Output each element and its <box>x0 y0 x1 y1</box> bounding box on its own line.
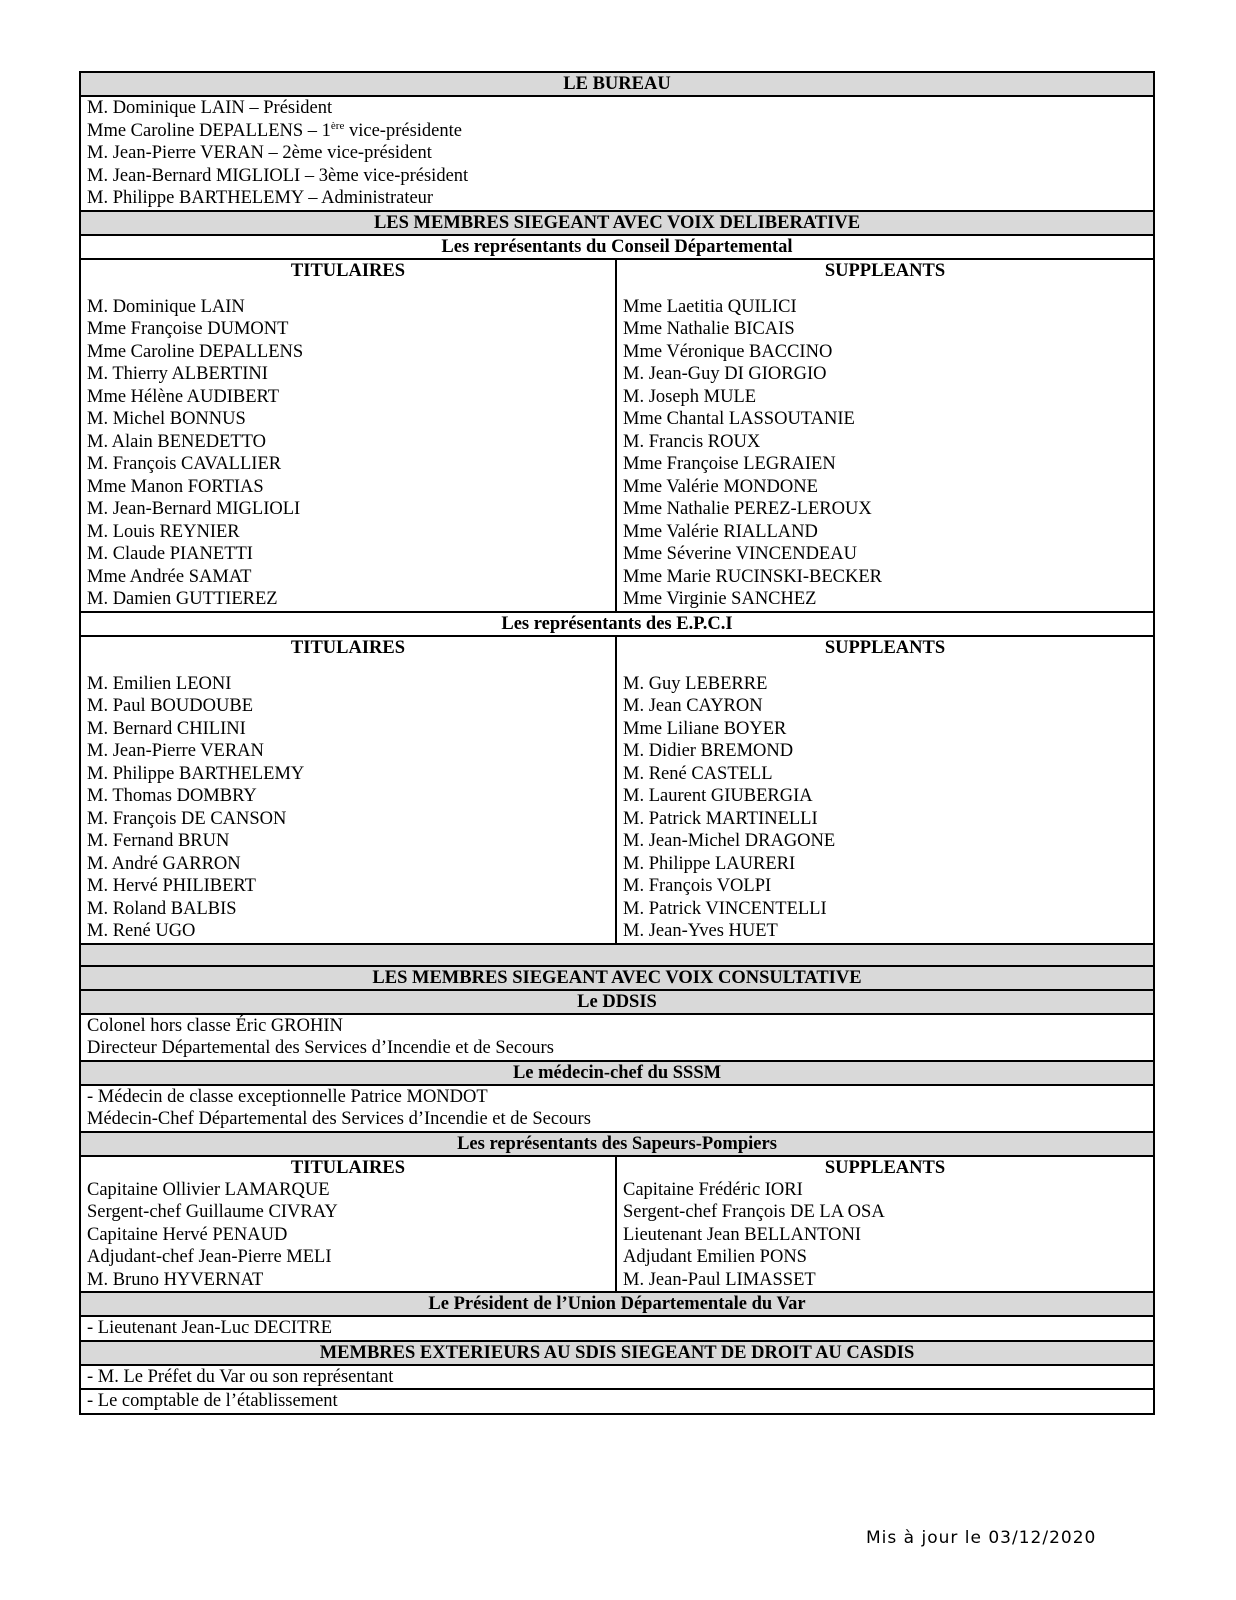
member-name: M. Hervé PHILIBERT <box>87 876 256 896</box>
bureau-president: M. Dominique LAIN – Président <box>87 98 333 118</box>
vp1-name: Mme Caroline DEPALLENS – 1 <box>87 120 331 141</box>
section-header-bureau: LE BUREAU <box>81 73 1153 97</box>
member-name: M. Francis ROUX <box>623 431 761 452</box>
subheader-ddsis: Le DDSIS <box>81 991 1153 1015</box>
member-name: M. Paul BOUDOUBE <box>87 696 253 716</box>
member-name: Sergent-chef François DE LA OSA <box>623 1202 885 1222</box>
member-name: Adjudant Emilien PONS <box>623 1247 807 1267</box>
sapeurs-titulaires-list <box>87 1179 609 1292</box>
member-name: Mme Valérie RIALLAND <box>623 521 818 542</box>
member-name: Mme Valérie MONDONE <box>623 476 818 497</box>
vp1-role: vice-présidente <box>344 120 462 141</box>
member-name: M. René UGO <box>87 921 196 941</box>
member-name: M. Philippe LAURERI <box>623 853 796 874</box>
bureau-vp1 <box>87 120 1147 143</box>
member-name: M. Bruno HYVERNAT <box>87 1269 264 1290</box>
member-name: M. Michel BONNUS <box>87 409 246 429</box>
conseil-titulaires <box>81 260 617 611</box>
member-name: M. Jean-Yves HUET <box>623 921 778 941</box>
member-name: M. Claude PIANETTI <box>87 544 253 564</box>
subheader-union: Le Président de l’Union Départementale du Var <box>81 1293 1153 1317</box>
member-name: Mme Marie RUCINSKI-BECKER <box>623 566 882 587</box>
bureau-member: M. Jean-Pierre VERAN – 2ème vice-président <box>87 143 432 163</box>
member-name: M. Jean-Guy DI GIORGIO <box>623 364 827 384</box>
member-name: M. Jean CAYRON <box>623 696 763 716</box>
sapeurs-suppleants-list <box>623 1179 1147 1292</box>
vp1-superscript: ère <box>330 119 345 132</box>
member-name: M. François VOLPI <box>623 876 772 896</box>
section-header-exterieurs: MEMBRES EXTERIEURS AU SDIS SIEGEANT DE DROIT AU CASDIS <box>81 1342 1153 1366</box>
conseil-columns <box>81 260 1153 613</box>
exterieurs-line: - M. Le Préfet du Var ou son représentant <box>87 1366 394 1387</box>
member-name: M. René CASTELL <box>623 763 773 784</box>
section-header-consultative: LES MEMBRES SIEGEANT AVEC VOIX CONSULTATIVE <box>81 967 1153 991</box>
exterieurs-line: - Le comptable de l’établissement <box>87 1391 338 1411</box>
member-name: M. Patrick MARTINELLI <box>623 808 818 829</box>
member-name: M. Roland BALBIS <box>87 898 237 919</box>
update-date: Mis à jour le 03/12/2020 <box>866 1528 1097 1548</box>
sapeurs-titulaires <box>81 1157 617 1292</box>
member-name: Lieutenant Jean BELLANTONI <box>623 1224 862 1245</box>
member-name: Capitaine Frédéric IORI <box>623 1179 803 1200</box>
member-name: M. François DE CANSON <box>87 808 287 829</box>
ddsis-line: Directeur Départemental des Services d’Incendie et de Secours <box>87 1038 554 1058</box>
member-name: Mme Nathalie BICAIS <box>623 319 795 339</box>
epci-suppleants-list <box>623 673 1147 943</box>
ddsis-line: Colonel hors classe Éric GROHIN <box>87 1015 343 1036</box>
exterieurs-line-block <box>81 1390 1153 1413</box>
medecin-line: - Médecin de classe exceptionnelle Patrice MONDOT <box>87 1086 488 1107</box>
medecin-block <box>81 1086 1153 1133</box>
member-name: M. Joseph MULE <box>623 386 757 407</box>
ddsis-block <box>81 1015 1153 1062</box>
member-name: Mme Laetitia QUILICI <box>623 296 797 317</box>
member-name: Mme Nathalie PEREZ-LEROUX <box>623 499 872 519</box>
medecin-line: Médecin-Chef Départemental des Services d’Incendie et de Secours <box>87 1109 591 1129</box>
member-name: Mme Caroline DEPALLENS <box>87 341 304 362</box>
member-name: M. François CAVALLIER <box>87 454 282 474</box>
conseil-suppleants-list <box>623 296 1147 611</box>
conseil-suppleants <box>617 260 1153 611</box>
member-name: M. Patrick VINCENTELLI <box>623 898 827 919</box>
member-name: M. Guy LEBERRE <box>623 673 768 694</box>
column-header-titulaires: TITULAIRES <box>290 637 406 658</box>
member-name: Mme Françoise DUMONT <box>87 319 289 339</box>
section-spacer <box>81 945 1153 967</box>
member-name: M. Didier BREMOND <box>623 741 794 761</box>
column-header-titulaires: TITULAIRES <box>290 1157 406 1178</box>
sapeurs-suppleants <box>617 1157 1153 1292</box>
member-name: M. Louis REYNIER <box>87 521 240 542</box>
bureau-member: M. Philippe BARTHELEMY – Administrateur <box>87 188 434 208</box>
column-header-suppleants: SUPPLEANTS <box>824 260 946 281</box>
member-name: Mme Manon FORTIAS <box>87 476 264 497</box>
column-header-titulaires: TITULAIRES <box>290 260 406 281</box>
subheader-epci: Les représentants des E.P.C.I <box>81 613 1153 637</box>
member-name: Adjudant-chef Jean-Pierre MELI <box>87 1247 332 1267</box>
bureau-list <box>81 97 1153 212</box>
member-name: M. Thierry ALBERTINI <box>87 364 268 384</box>
member-name: Capitaine Ollivier LAMARQUE <box>87 1179 330 1200</box>
member-name: M. Philippe BARTHELEMY <box>87 763 305 784</box>
member-name: Mme Hélène AUDIBERT <box>87 386 280 407</box>
epci-suppleants <box>617 637 1153 943</box>
subheader-medecin: Le médecin-chef du SSSM <box>81 1062 1153 1086</box>
member-name: M. Fernand BRUN <box>87 831 230 851</box>
member-name: M. Jean-Bernard MIGLIOLI <box>87 499 301 519</box>
member-name: M. Jean-Pierre VERAN <box>87 741 264 761</box>
member-name: Mme Chantal LASSOUTANIE <box>623 409 855 429</box>
member-name: M. Bernard CHILINI <box>87 718 246 739</box>
member-name: M. Emilien LEONI <box>87 673 232 694</box>
member-name: M. Jean-Paul LIMASSET <box>623 1269 816 1290</box>
bureau-member: M. Jean-Bernard MIGLIOLI – 3ème vice-président <box>87 165 469 186</box>
member-name: M. Damien GUTTIEREZ <box>87 589 278 609</box>
member-name: Mme Véronique BACCINO <box>623 341 833 362</box>
member-name: M. Thomas DOMBRY <box>87 786 257 806</box>
sapeurs-columns <box>81 1157 1153 1294</box>
member-name: M. Jean-Michel DRAGONE <box>623 831 836 851</box>
subheader-sapeurs: Les représentants des Sapeurs-Pompiers <box>81 1133 1153 1157</box>
member-name: Mme Andrée SAMAT <box>87 566 252 587</box>
member-name: Mme Virginie SANCHEZ <box>623 589 817 609</box>
member-name: Mme Liliane BOYER <box>623 718 787 739</box>
member-name: M. André GARRON <box>87 853 241 874</box>
subheader-conseil: Les représentants du Conseil Départemental <box>81 236 1153 260</box>
epci-columns <box>81 637 1153 945</box>
member-name: Capitaine Hervé PENAUD <box>87 1224 288 1245</box>
member-name: Sergent-chef Guillaume CIVRAY <box>87 1202 338 1222</box>
section-header-deliberative: LES MEMBRES SIEGEANT AVEC VOIX DELIBERATIVE <box>81 212 1153 236</box>
member-name: M. Dominique LAIN <box>87 296 245 317</box>
member-name: M. Alain BENEDETTO <box>87 431 266 452</box>
member-name: Mme Séverine VINCENDEAU <box>623 544 857 564</box>
union-block <box>81 1317 1153 1342</box>
column-header-suppleants: SUPPLEANTS <box>824 1157 946 1178</box>
column-header-suppleants: SUPPLEANTS <box>824 637 946 658</box>
member-name: M. Laurent GIUBERGIA <box>623 786 813 806</box>
members-table <box>79 71 1155 1415</box>
epci-titulaires <box>81 637 617 943</box>
conseil-titulaires-list <box>87 296 609 611</box>
exterieurs-line-block <box>81 1366 1153 1391</box>
epci-titulaires-list <box>87 673 609 943</box>
member-name: Mme Françoise LEGRAIEN <box>623 454 836 474</box>
union-line: - Lieutenant Jean-Luc DECITRE <box>87 1318 333 1338</box>
